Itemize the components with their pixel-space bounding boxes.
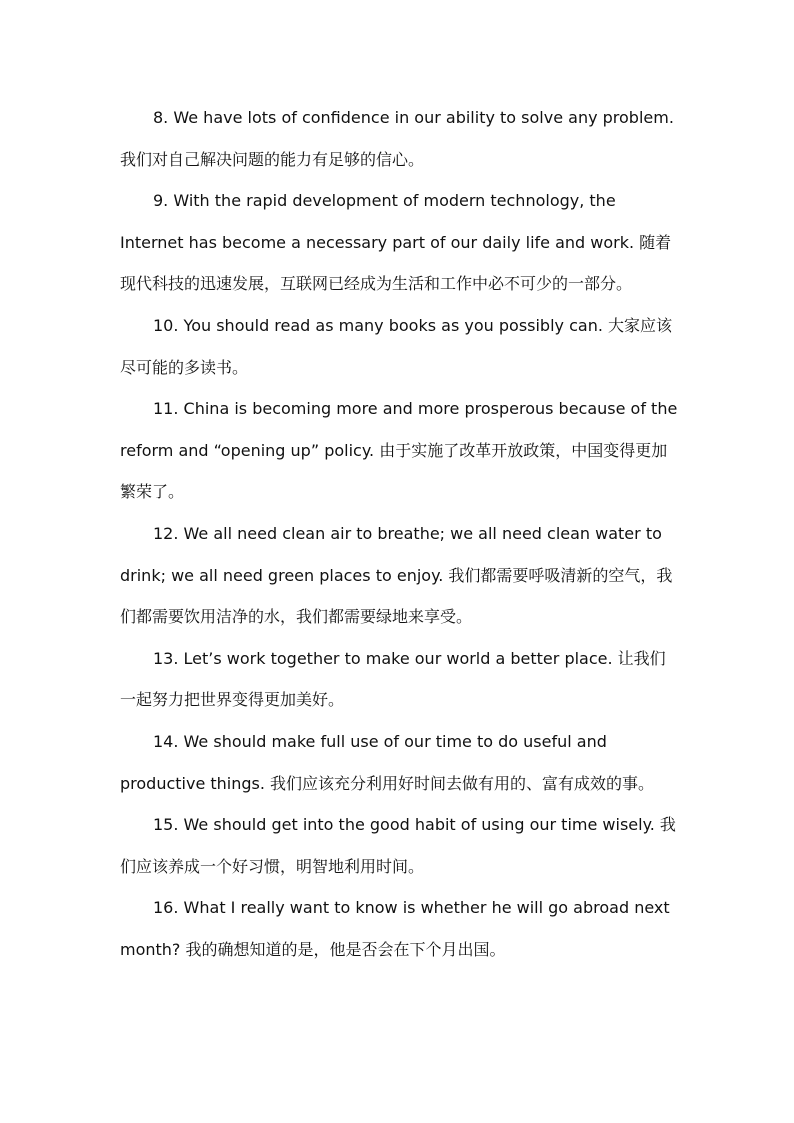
sentence-text-16: What I really want to know is whether he will go abroad next month? 我的确想知道的是，他是否会在下个月出国。 [120, 898, 670, 959]
sentence-text-12: We all need clean air to breathe; we all need clean water to drink; we all need green places to enjoy. 我们都需要呼吸清新的空气，我们都需要饮用洁净的水，我们都需要绿地来享受。 [120, 523, 673, 627]
sentence-number-12: 12. [153, 523, 179, 543]
sentence-item-10 [120, 305, 680, 388]
sentence-number-8: 8. [153, 108, 169, 127]
sentence-number-9: 9. [153, 191, 169, 211]
sentence-item-13 [120, 638, 680, 721]
sentence-text-13: Let’s work together to make our world a better place. 让我们一起努力把世界变得更加美好。 [120, 648, 666, 710]
sentence-number-10: 10. [153, 315, 179, 335]
sentence-item-12 [120, 513, 680, 638]
sentence-text-14: We should make full use of our time to do useful and productive things. 我们应该充分利用好时间去做有用的、富有成效的事。 [120, 731, 655, 793]
sentence-text-10: You should read as many books as you possibly can. 大家应该尽可能的多读书。 [120, 315, 673, 377]
sentence-item-14 [120, 721, 680, 804]
sentence-text-9: With the rapid development of modern technology, the Internet has become a necessary part of our daily life and work. 随着现代科技的迅速发展，互联网已经成为生活和工作中必不可少的一部分。 [120, 191, 672, 294]
sentence-item-9 [120, 180, 680, 305]
sentence-number-11: 11. [153, 399, 179, 419]
sentence-text-8: We have lots of confidence in our ability to solve any problem. 我们对自己解决问题的能力有足够的信心。 [120, 108, 674, 169]
sentence-number-14: 14. [153, 731, 179, 751]
document-body [120, 97, 680, 970]
sentence-item-8 [120, 97, 680, 180]
sentence-item-15 [120, 804, 680, 887]
sentence-number-16: 16. [153, 898, 179, 918]
sentence-number-13: 13. [153, 648, 179, 668]
sentence-item-16 [120, 887, 680, 970]
sentence-item-11 [120, 388, 680, 513]
sentence-text-15: We should get into the good habit of using our time wisely. 我们应该养成一个好习惯，明智地利用时间。 [120, 815, 676, 876]
sentence-text-11: China is becoming more and more prosperous because of the reform and “opening up” policy. 由于实施了改革开放政策，中国变得更加繁荣了。 [120, 399, 678, 502]
sentence-number-15: 15. [153, 815, 179, 835]
